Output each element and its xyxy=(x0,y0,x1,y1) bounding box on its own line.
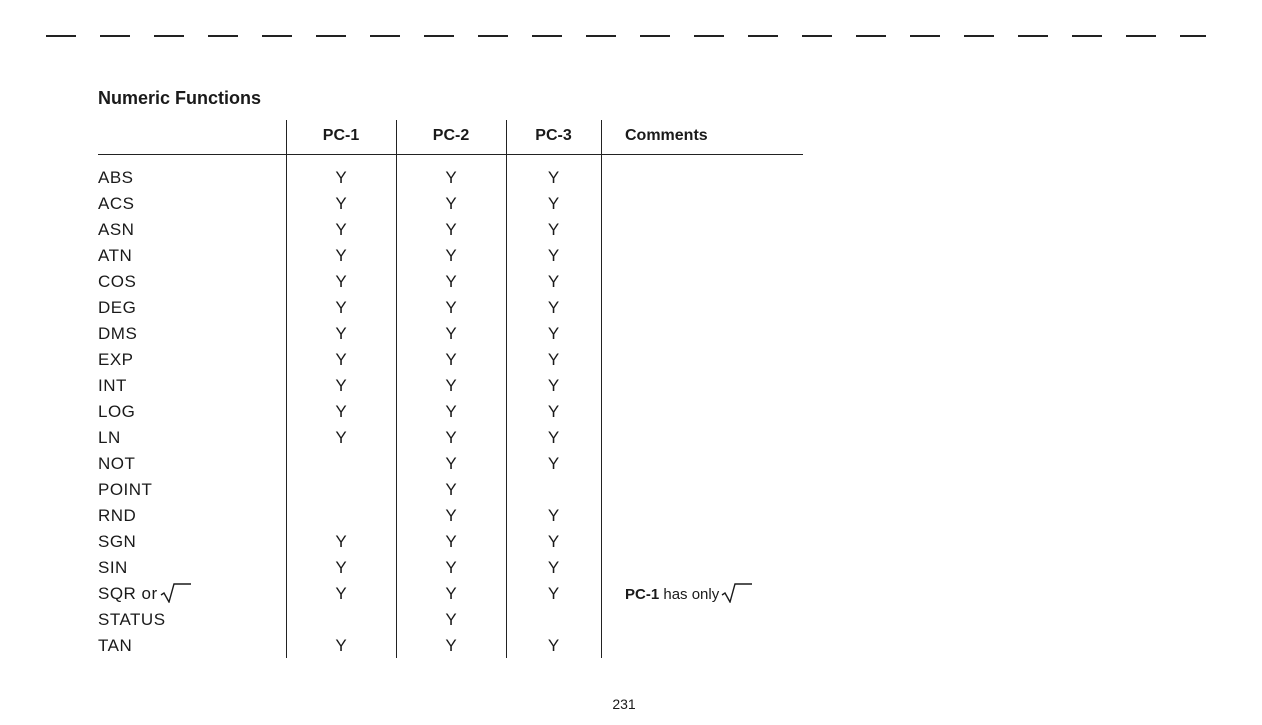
function-name xyxy=(98,193,134,215)
pc2-support: Y xyxy=(445,584,457,603)
table-row xyxy=(98,426,803,452)
function-name xyxy=(98,583,192,605)
function-name-text: STATUS xyxy=(98,610,166,629)
pc3-support: Y xyxy=(547,350,560,369)
table-row xyxy=(98,530,803,556)
pc3-support: Y xyxy=(547,324,560,343)
function-name-text: SGN xyxy=(98,532,137,551)
pc2-support: Y xyxy=(445,376,457,395)
function-name xyxy=(98,609,166,631)
pc1-support: Y xyxy=(335,532,347,551)
pc3-support: Y xyxy=(547,584,560,603)
pc1-support: Y xyxy=(335,272,347,291)
pc2-support: Y xyxy=(445,454,457,473)
pc2-support: Y xyxy=(445,272,457,291)
pc1-support: Y xyxy=(335,168,347,187)
column-header-pc1: PC-1 xyxy=(322,127,360,144)
pc1-support: Y xyxy=(335,298,347,317)
function-name-text: ABS xyxy=(98,168,134,187)
pc3-support: Y xyxy=(547,454,560,473)
table-row xyxy=(98,296,803,322)
function-name-text: POINT xyxy=(98,480,153,499)
square-root-icon xyxy=(721,583,753,603)
function-name-text: LN xyxy=(98,428,121,447)
function-name xyxy=(98,505,136,527)
pc1-support: Y xyxy=(335,220,347,239)
pc1-support: Y xyxy=(335,350,347,369)
table-row xyxy=(98,166,803,192)
column-header-pc2: PC-2 xyxy=(432,127,470,144)
function-name xyxy=(98,427,121,449)
pc2-support: Y xyxy=(445,246,457,265)
function-name xyxy=(98,557,128,579)
function-name-text: EXP xyxy=(98,350,134,369)
pc3-support: Y xyxy=(547,402,560,421)
pc1-support: Y xyxy=(335,584,347,603)
square-root-icon xyxy=(160,583,192,603)
pc2-support: Y xyxy=(445,532,457,551)
table-row xyxy=(98,322,803,348)
pc2-support: Y xyxy=(445,636,457,655)
table-row xyxy=(98,582,803,608)
table-row xyxy=(98,270,803,296)
numeric-functions-table xyxy=(98,120,803,658)
table-row xyxy=(98,374,803,400)
pc3-support: Y xyxy=(547,636,560,655)
function-name xyxy=(98,453,135,475)
pc3-support: Y xyxy=(547,532,560,551)
comment-model: PC-1 xyxy=(625,586,660,603)
pc3-support: Y xyxy=(547,220,560,239)
pc1-support: Y xyxy=(335,376,347,395)
table-row xyxy=(98,556,803,582)
table-row xyxy=(98,192,803,218)
pc1-support: Y xyxy=(335,558,347,577)
pc2-support: Y xyxy=(445,350,457,369)
function-name-text: ATN xyxy=(98,246,133,265)
pc2-support: Y xyxy=(445,220,457,239)
pc2-support: Y xyxy=(445,480,457,499)
pc2-support: Y xyxy=(445,194,457,213)
comment-text: has only xyxy=(663,586,720,603)
function-name xyxy=(98,245,132,267)
pc3-support: Y xyxy=(547,428,560,447)
table-row xyxy=(98,452,803,478)
function-name-text: COS xyxy=(98,272,137,291)
pc1-support: Y xyxy=(335,194,347,213)
table-row xyxy=(98,348,803,374)
section-title: Numeric Functions xyxy=(98,88,262,108)
pc2-support: Y xyxy=(445,324,457,343)
pc2-support: Y xyxy=(445,402,457,421)
table-row xyxy=(98,244,803,270)
header-divider xyxy=(98,154,803,155)
top-dashed-rule xyxy=(46,35,1206,37)
table-row xyxy=(98,400,803,426)
pc1-support: Y xyxy=(335,324,347,343)
pc3-support: Y xyxy=(547,298,560,317)
pc3-support: Y xyxy=(547,168,560,187)
pc3-support: Y xyxy=(547,272,560,291)
function-name-text: SQR or xyxy=(98,584,158,603)
function-name-text: LOG xyxy=(98,402,136,421)
table-row xyxy=(98,634,803,660)
function-name xyxy=(98,323,137,345)
function-name xyxy=(98,167,134,189)
page-number-text: 231 xyxy=(612,696,636,712)
function-name-text: SIN xyxy=(98,558,128,577)
pc3-support: Y xyxy=(547,506,560,525)
function-name xyxy=(98,349,134,371)
function-name xyxy=(98,375,127,397)
function-name-text: DMS xyxy=(98,324,138,343)
comment xyxy=(625,583,753,606)
pc2-support: Y xyxy=(445,168,457,187)
pc3-support: Y xyxy=(547,194,560,213)
pc3-support: Y xyxy=(547,246,560,265)
table-body xyxy=(98,166,803,660)
page-number xyxy=(0,696,1262,712)
function-name xyxy=(98,635,132,657)
function-name-text: TAN xyxy=(98,636,133,655)
table-row xyxy=(98,608,803,634)
function-name-text: RND xyxy=(98,506,137,525)
pc1-support: Y xyxy=(335,246,347,265)
pc3-support: Y xyxy=(547,376,560,395)
pc2-support: Y xyxy=(445,428,457,447)
pc3-support: Y xyxy=(547,558,560,577)
function-name xyxy=(98,219,134,241)
table-row xyxy=(98,478,803,504)
function-name-text: INT xyxy=(98,376,127,395)
table-row xyxy=(98,218,803,244)
pc2-support: Y xyxy=(445,558,457,577)
pc2-support: Y xyxy=(445,610,457,629)
function-name-text: ACS xyxy=(98,194,135,213)
column-header-comments: Comments xyxy=(625,127,708,144)
column-header-pc3: PC-3 xyxy=(535,127,572,144)
function-name-text: NOT xyxy=(98,454,136,473)
pc1-support: Y xyxy=(335,428,347,447)
function-name-text: ASN xyxy=(98,220,135,239)
pc1-support: Y xyxy=(335,402,347,421)
function-name xyxy=(98,297,136,319)
function-name xyxy=(98,479,152,501)
pc2-support: Y xyxy=(445,506,457,525)
pc2-support: Y xyxy=(445,298,457,317)
table-row xyxy=(98,504,803,530)
function-name-text: DEG xyxy=(98,298,137,317)
function-name xyxy=(98,271,136,293)
function-name xyxy=(98,401,135,423)
pc1-support: Y xyxy=(335,636,347,655)
function-name xyxy=(98,531,136,553)
